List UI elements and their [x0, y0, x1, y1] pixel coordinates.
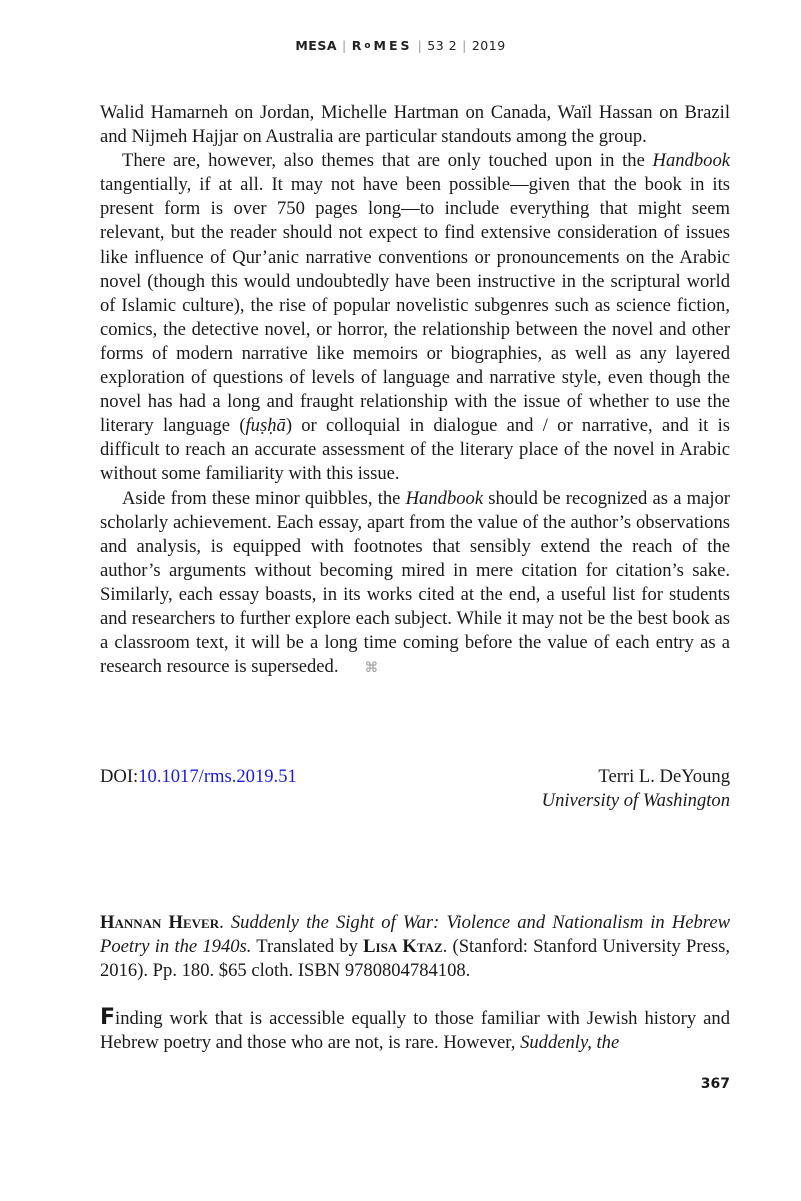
- book-title-ref: Handbook: [405, 487, 484, 509]
- book-title: Suddenly the Sight of War: Violence and Nationalism in Hebrew Poetry in the 1940s.: [100, 912, 730, 958]
- arabic-term: fuṣḥā: [245, 415, 286, 437]
- paragraph-1: Walid Hamarneh on Jordan, Michelle Hartman on Canada, Waïl Hassan on Brazil and Nijmeh Hajjar on Australia are particular standouts among the group.: [100, 102, 730, 148]
- journal-name: MESA: [295, 38, 337, 53]
- reviewer-name: Terri L. DeYoung: [598, 766, 730, 787]
- initial-letter: F: [100, 1005, 116, 1030]
- reviewer-signature: [542, 765, 730, 813]
- publication-details: . (Stanford: Stanford University Press, 2016). Pp. 180. $65 cloth. ISBN 9780804784108.: [100, 936, 730, 982]
- reviewer-affiliation: University of Washington: [541, 790, 730, 812]
- review-body: [100, 101, 730, 680]
- book-title-ref: Handbook: [652, 150, 730, 172]
- book-author: Hannan Hever: [100, 912, 220, 933]
- review-footer: [100, 765, 730, 812]
- paragraph-2: There are, however, also themes that are only touched upon in the Handbook tangentially, if at all. It may not have been possible—given that the book in its present form is over 750 pages long—to include everything that might seem relevant, but the reader should not expect to find extensive consideration of issues like influence of Qur’anic narrative conventions or pronouncements on the Arabic novel (though this would undoubtedly have been instructive in the scriptural world of Islamic culture), the rise of popular novelistic subgenres such as science fiction, comics, the detective novel, or horror, the relationship between the novel and other forms of modern narrative like memoirs or biographies, as well as any layered exploration of questions of levels of language and narrative style, even though the novel has had a long and fraught relationship with the issue of whether to use the literary language (fuṣḥā) or colloquial in dialogue and / or narrative, and it is difficult to reach an accurate assessment of the literary place of the novel in Arabic without some familiarity with this issue.: [100, 150, 730, 485]
- year: 2019: [471, 38, 506, 53]
- doi-link[interactable]: 10.1017/rms.2019.51: [138, 766, 297, 787]
- doi-label: DOI:: [100, 766, 139, 787]
- paragraph-3: Aside from these minor quibbles, the Handbook should be recognized as a major scholarly achievement. Each essay, apart from the value of the author’s observations and analysis, is equipped with footnotes that sensibly extend the reach of the author’s arguments without becoming mired in mere citation for citation’s sake. Similarly, each essay boasts, in its works cited at the end, a useful list for students and researchers to further explore each subject. While it may not be the best book as a classroom text, it will be a long time coming before the value of each entry as a research resource is superseded. ⌘: [100, 487, 730, 681]
- book-citation: Hannan Hever. Suddenly the Sight of War: Violence and Nationalism in Hebrew Poetry in the 1940s. Translated by Lisa Ktaz. (Stanford: Stanford University Press, 2016). Pp. 180. $65 cloth. ISBN 9780804784108.: [100, 912, 730, 982]
- book-translator: Lisa Ktaz: [363, 936, 443, 958]
- volume-issue: 53 2: [427, 38, 458, 53]
- second-review-opening: Finding work that is accessible equally to those familiar with Jewish history and Hebrew poetry and those who are not, is rare. However, Suddenly, the: [100, 1005, 730, 1054]
- section-name: RoMES: [351, 38, 413, 53]
- separator: |: [342, 38, 347, 53]
- separator: |: [462, 38, 467, 53]
- page-number: 367: [700, 1076, 730, 1092]
- running-head: [0, 38, 801, 53]
- end-of-review-icon: ⌘: [364, 660, 379, 677]
- separator: |: [417, 38, 423, 53]
